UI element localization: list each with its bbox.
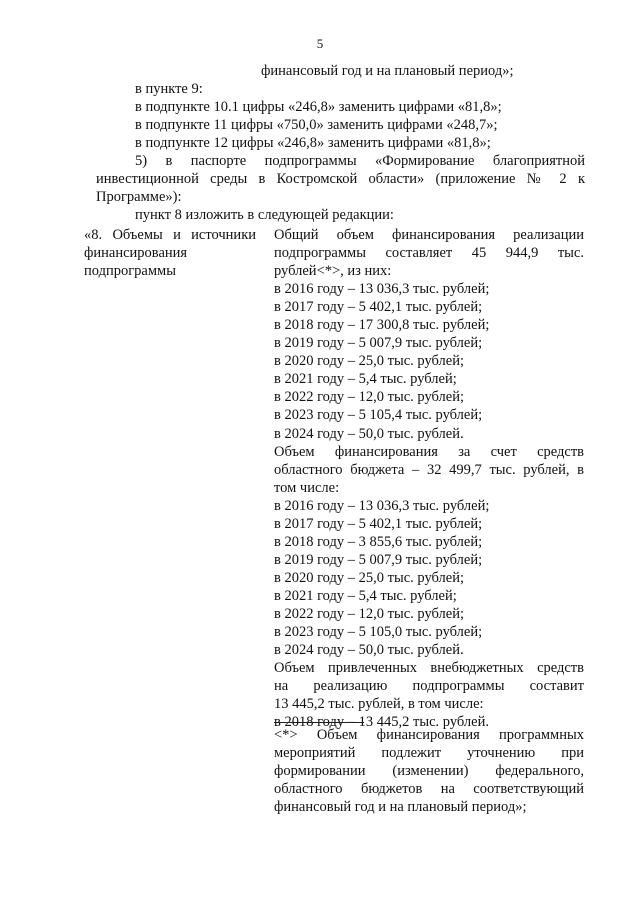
text-line-8: Программе»): bbox=[96, 189, 182, 205]
right-line-24: в 2024 году – 50,0 тыс. рублей. bbox=[274, 642, 464, 659]
right-line-5: в 2017 году – 5 402,1 тыс. рублей; bbox=[274, 299, 483, 316]
text-line-5: в подпункте 12 цифры «246,8» заменить цифрами «81,8»; bbox=[135, 135, 491, 151]
text-line-2: в пункте 9: bbox=[135, 81, 203, 97]
footnote-line-3: формировании (изменении) федерального, bbox=[274, 763, 584, 779]
table-right-cell bbox=[274, 226, 584, 731]
right-line-4: в 2016 году – 13 036,3 тыс. рублей; bbox=[274, 281, 490, 298]
text-line-1: финансовый год и на плановый период»; bbox=[261, 63, 514, 79]
right-line-1: Общий объем финансирования реализации bbox=[274, 227, 584, 243]
right-line-14: областного бюджета – 32 499,7 тыс. рублей, в bbox=[274, 461, 584, 478]
right-line-28: в 2018 году – 13 445,2 тыс. рублей. bbox=[274, 714, 489, 731]
right-line-16: в 2016 году – 13 036,3 тыс. рублей; bbox=[274, 497, 490, 514]
right-line-20: в 2020 году – 25,0 тыс. рублей; bbox=[274, 569, 465, 586]
text-line-3: в подпункте 10.1 цифры «246,8» заменить цифрами «81,8»; bbox=[135, 99, 502, 115]
text-line-4: в подпункте 11 цифры «750,0» заменить цифрами «248,7»; bbox=[135, 117, 498, 133]
footnote-line-4: областного бюджетов на соответствующий bbox=[274, 781, 584, 797]
right-line-2: подпрограммы составляет 45 944,9 тыс. bbox=[274, 245, 584, 262]
left-line-2: финансирования bbox=[84, 245, 188, 261]
right-line-12: в 2024 году – 50,0 тыс. рублей. bbox=[274, 425, 464, 442]
right-line-21: в 2021 году – 5,4 тыс. рублей; bbox=[274, 587, 457, 604]
table-left-cell bbox=[84, 226, 256, 280]
page-number: 5 bbox=[316, 36, 324, 51]
footnote-separator bbox=[274, 722, 364, 723]
text-line-9: пункт 8 изложить в следующей редакции: bbox=[135, 207, 394, 223]
right-line-26: на реализацию подпрограммы составит bbox=[274, 678, 584, 695]
right-line-19: в 2019 году – 5 007,9 тыс. рублей; bbox=[274, 551, 483, 568]
left-line-1: «8. Объемы и источники bbox=[84, 227, 256, 243]
left-line-3: подпрограммы bbox=[84, 263, 176, 279]
right-line-3: рублей<*>, из них: bbox=[274, 263, 392, 280]
right-line-22: в 2022 году – 12,0 тыс. рублей; bbox=[274, 605, 465, 622]
right-line-11: в 2023 году – 5 105,4 тыс. рублей; bbox=[274, 407, 483, 424]
footnote bbox=[274, 726, 584, 816]
text-line-6: 5) в паспорте подпрограммы «Формирование благоприятной bbox=[135, 153, 585, 169]
right-line-18: в 2018 году – 3 855,6 тыс. рублей; bbox=[274, 533, 483, 550]
right-line-25: Объем привлеченных внебюджетных средств bbox=[274, 660, 584, 677]
text-line-7: инвестиционной среды в Костромской области» (приложение № 2 к bbox=[96, 171, 585, 187]
right-line-9: в 2021 году – 5,4 тыс. рублей; bbox=[274, 371, 457, 388]
right-line-27: 13 445,2 тыс. рублей, в том числе: bbox=[274, 696, 484, 713]
right-line-13: Объем финансирования за счет средств bbox=[274, 443, 584, 460]
footnote-line-5: финансовый год и на плановый период»; bbox=[274, 799, 527, 815]
right-line-17: в 2017 году – 5 402,1 тыс. рублей; bbox=[274, 515, 483, 532]
right-line-8: в 2020 году – 25,0 тыс. рублей; bbox=[274, 353, 465, 370]
right-line-10: в 2022 году – 12,0 тыс. рублей; bbox=[274, 389, 465, 406]
right-line-7: в 2019 году – 5 007,9 тыс. рублей; bbox=[274, 335, 483, 352]
right-line-6: в 2018 году – 17 300,8 тыс. рублей; bbox=[274, 317, 490, 334]
right-line-15: том числе: bbox=[274, 479, 340, 496]
right-line-23: в 2023 году – 5 105,0 тыс. рублей; bbox=[274, 624, 483, 641]
footnote-line-2: мероприятий подлежит уточнению при bbox=[274, 745, 584, 761]
footnote-line-1: <*> Объем финансирования программных bbox=[274, 727, 584, 743]
